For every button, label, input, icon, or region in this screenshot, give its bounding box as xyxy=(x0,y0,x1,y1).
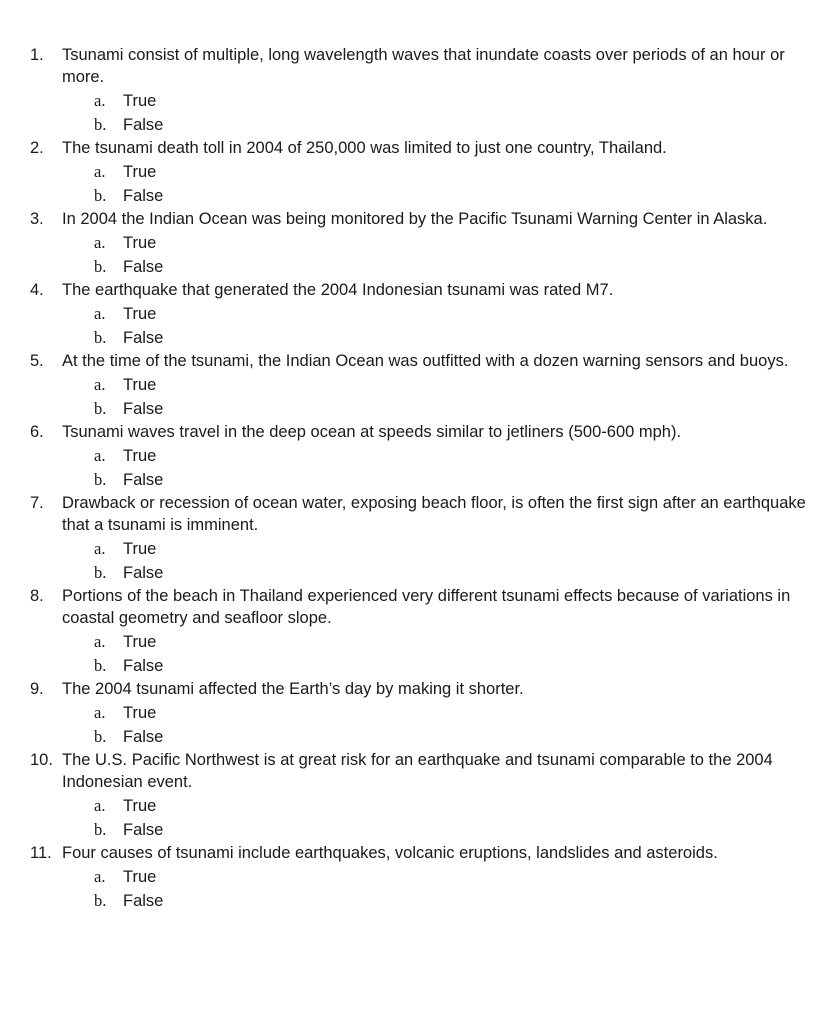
option-letter: b. xyxy=(94,563,107,582)
answer-options xyxy=(62,373,810,421)
option-letter: b. xyxy=(94,470,107,489)
question-number: 6. xyxy=(30,423,44,441)
option-letter: b. xyxy=(94,257,107,276)
option-letter: a. xyxy=(94,375,106,394)
question-item xyxy=(30,279,810,350)
question-text: At the time of the tsunami, the Indian Ocean was outfitted with a dozen warning sensors and buoys. xyxy=(62,352,789,370)
question-item xyxy=(30,44,810,137)
question-number: 5. xyxy=(30,352,44,370)
question-text: Four causes of tsunami include earthquakes, volcanic eruptions, landslides and asteroids. xyxy=(62,844,718,862)
option-label: True xyxy=(123,704,157,722)
option-label: False xyxy=(123,400,164,418)
answer-option-false xyxy=(94,255,810,279)
answer-option-false xyxy=(94,326,810,350)
question-text: Drawback or recession of ocean water, exposing beach floor, is often the first sign after an earthquake that a tsunami is imminent. xyxy=(62,494,806,534)
question-number: 10. xyxy=(30,751,53,769)
answer-option-true xyxy=(94,231,810,255)
answer-option-true xyxy=(94,701,810,725)
answer-option-true xyxy=(94,794,810,818)
answer-option-false xyxy=(94,654,810,678)
question-text: Tsunami waves travel in the deep ocean at speeds similar to jetliners (500-600 mph). xyxy=(62,423,682,441)
option-label: False xyxy=(123,187,164,205)
question-item xyxy=(30,208,810,279)
question-number: 1. xyxy=(30,46,44,64)
answer-option-true xyxy=(94,160,810,184)
answer-option-true xyxy=(94,865,810,889)
option-letter: a. xyxy=(94,162,106,181)
question-text: In 2004 the Indian Ocean was being monitored by the Pacific Tsunami Warning Center in Alaska. xyxy=(62,210,768,228)
answer-options xyxy=(62,160,810,208)
option-label: True xyxy=(123,163,157,181)
question-text: Tsunami consist of multiple, long wavelength waves that inundate coasts over periods of an hour or more. xyxy=(62,46,785,86)
option-label: True xyxy=(123,376,157,394)
question-item xyxy=(30,749,810,842)
option-letter: b. xyxy=(94,656,107,675)
option-letter: a. xyxy=(94,703,106,722)
option-letter: b. xyxy=(94,399,107,418)
question-item xyxy=(30,421,810,492)
answer-options xyxy=(62,537,810,585)
question-number: 8. xyxy=(30,587,44,605)
answer-option-false xyxy=(94,561,810,585)
option-label: False xyxy=(123,329,164,347)
question-number: 7. xyxy=(30,494,44,512)
option-label: True xyxy=(123,305,157,323)
option-letter: a. xyxy=(94,233,106,252)
option-label: True xyxy=(123,633,157,651)
answer-option-false xyxy=(94,889,810,913)
question-text: The tsunami death toll in 2004 of 250,000 was limited to just one country, Thailand. xyxy=(62,139,667,157)
question-number: 9. xyxy=(30,680,44,698)
option-letter: b. xyxy=(94,820,107,839)
option-label: True xyxy=(123,540,157,558)
option-label: False xyxy=(123,821,164,839)
option-label: False xyxy=(123,728,164,746)
answer-option-true xyxy=(94,444,810,468)
question-item xyxy=(30,678,810,749)
option-letter: a. xyxy=(94,632,106,651)
option-label: False xyxy=(123,258,164,276)
question-item xyxy=(30,350,810,421)
option-letter: a. xyxy=(94,796,106,815)
question-number: 3. xyxy=(30,210,44,228)
answer-option-false xyxy=(94,184,810,208)
answer-options xyxy=(62,89,810,137)
answer-option-false xyxy=(94,113,810,137)
option-letter: a. xyxy=(94,446,106,465)
option-letter: b. xyxy=(94,727,107,746)
answer-options xyxy=(62,701,810,749)
option-label: True xyxy=(123,234,157,252)
option-label: False xyxy=(123,892,164,910)
option-letter: b. xyxy=(94,186,107,205)
answer-option-true xyxy=(94,89,810,113)
answer-option-false xyxy=(94,818,810,842)
option-letter: a. xyxy=(94,867,106,886)
option-label: True xyxy=(123,92,157,110)
answer-options xyxy=(62,630,810,678)
question-item xyxy=(30,137,810,208)
answer-option-true xyxy=(94,537,810,561)
question-item xyxy=(30,842,810,913)
question-text: The earthquake that generated the 2004 Indonesian tsunami was rated M7. xyxy=(62,281,614,299)
question-item xyxy=(30,492,810,585)
answer-options xyxy=(62,302,810,350)
question-text: Portions of the beach in Thailand experienced very different tsunami effects because of variations in coastal geometry and seafloor slope. xyxy=(62,587,791,627)
answer-option-true xyxy=(94,302,810,326)
question-text: The 2004 tsunami affected the Earth’s day by making it shorter. xyxy=(62,680,524,698)
answer-options xyxy=(62,444,810,492)
option-label: False xyxy=(123,657,164,675)
option-letter: a. xyxy=(94,539,106,558)
option-label: False xyxy=(123,564,164,582)
question-number: 4. xyxy=(30,281,44,299)
option-letter: a. xyxy=(94,91,106,110)
question-item xyxy=(30,585,810,678)
option-letter: b. xyxy=(94,891,107,910)
answer-options xyxy=(62,231,810,279)
answer-option-false xyxy=(94,397,810,421)
question-number: 11. xyxy=(30,844,52,862)
question-number: 2. xyxy=(30,139,44,157)
option-label: True xyxy=(123,797,157,815)
question-text: The U.S. Pacific Northwest is at great risk for an earthquake and tsunami comparable to the 2004 Indonesian event. xyxy=(62,751,773,791)
quiz-question-list xyxy=(30,44,810,913)
answer-option-false xyxy=(94,725,810,749)
answer-options xyxy=(62,865,810,913)
answer-options xyxy=(62,794,810,842)
option-letter: b. xyxy=(94,115,107,134)
option-label: False xyxy=(123,116,164,134)
answer-option-true xyxy=(94,630,810,654)
option-label: False xyxy=(123,471,164,489)
option-letter: a. xyxy=(94,304,106,323)
option-label: True xyxy=(123,447,157,465)
option-letter: b. xyxy=(94,328,107,347)
answer-option-false xyxy=(94,468,810,492)
option-label: True xyxy=(123,868,157,886)
answer-option-true xyxy=(94,373,810,397)
